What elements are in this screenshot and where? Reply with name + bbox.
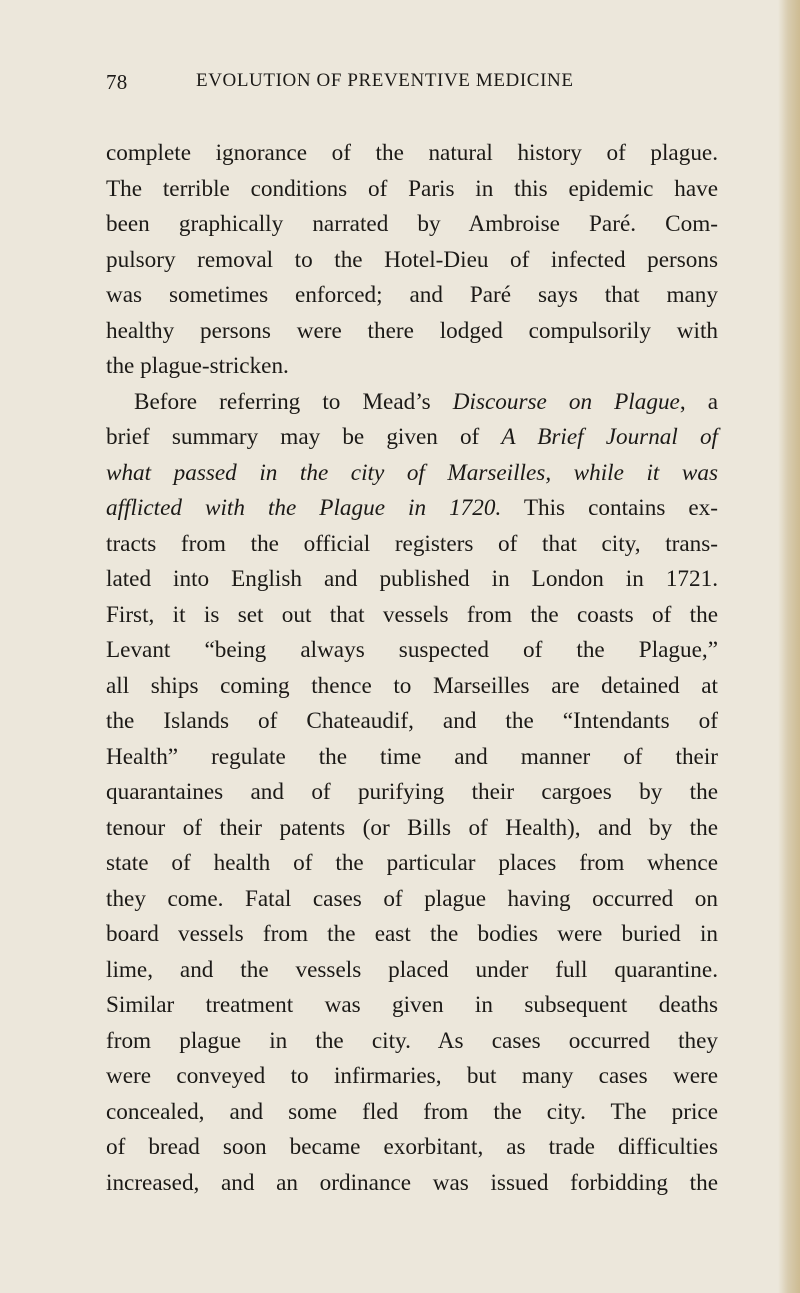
text-span: Before referring to Mead’s	[134, 388, 453, 415]
italic-title: A Brief Journal of	[501, 424, 718, 450]
page-number: 78	[106, 70, 128, 94]
italic-title: what passed in the city of Marseilles, while it was	[106, 459, 718, 486]
text-line: Similar treatment was given in subsequent deaths	[106, 992, 718, 1018]
text-line: the Islands of Chateaudif, and the “Intendants of	[106, 708, 718, 734]
text-line: pulsory removal to the Hotel-Dieu of infected persons	[106, 246, 718, 273]
text-line: tenour of their patents (or Bills of Health), and by the	[106, 814, 718, 841]
text-line: from plague in the city. As cases occurred they	[106, 1027, 718, 1054]
text-line: state of health of the particular places from whence	[106, 850, 718, 876]
text-line: healthy persons were there lodged compulsorily with	[106, 317, 718, 344]
italic-title: afflicted with the Plague in 1720.	[106, 495, 502, 521]
body-text	[106, 136, 718, 1201]
text-line: concealed, and some fled from the city. The price	[106, 1098, 718, 1125]
text-line: tracts from the official registers of that city, trans-	[106, 530, 718, 557]
text-line: board vessels from the east the bodies were buried in	[106, 921, 718, 947]
text-line	[106, 420, 718, 456]
running-header	[106, 70, 696, 102]
text-line: been graphically narrated by Ambroise Paré. Com-	[106, 211, 718, 237]
text-span: This contains ex-	[501, 495, 718, 521]
text-line: were conveyed to infirmaries, but many cases were	[106, 1063, 718, 1089]
text-span: , a	[679, 388, 718, 415]
text-line: Levant “being always suspected of the Plague,”	[106, 637, 718, 663]
text-line: was sometimes enforced; and Paré says that many	[106, 282, 718, 308]
text-line: complete ignorance of the natural history of plague.	[106, 140, 718, 166]
text-line: they come. Fatal cases of plague having occurred on	[106, 885, 718, 912]
page-edge-shadow	[778, 0, 800, 1293]
text-line	[106, 456, 718, 492]
text-line	[106, 491, 718, 527]
running-title: EVOLUTION OF PREVENTIVE MEDICINE	[196, 70, 574, 91]
text-line: increased, and an ordinance was issued forbidding the	[106, 1169, 718, 1196]
text-line: First, it is set out that vessels from the coasts of the	[106, 601, 718, 628]
text-line: Health” regulate the time and manner of their	[106, 743, 718, 770]
text-line	[106, 385, 718, 421]
text-line: quarantaines and of purifying their cargoes by the	[106, 779, 718, 805]
text-line: of bread soon became exorbitant, as trade difficulties	[106, 1134, 718, 1160]
italic-title: Discourse on Plague	[452, 388, 680, 415]
text-span: brief summary may be given of	[106, 424, 502, 450]
text-line: lime, and the vessels placed under full quarantine.	[106, 956, 718, 983]
text-line: the plague-stricken.	[106, 353, 289, 379]
text-line: all ships coming thence to Marseilles are detained at	[106, 672, 718, 699]
text-line: The terrible conditions of Paris in this epidemic have	[106, 175, 718, 202]
text-line: lated into English and published in London in 1721.	[106, 566, 718, 592]
